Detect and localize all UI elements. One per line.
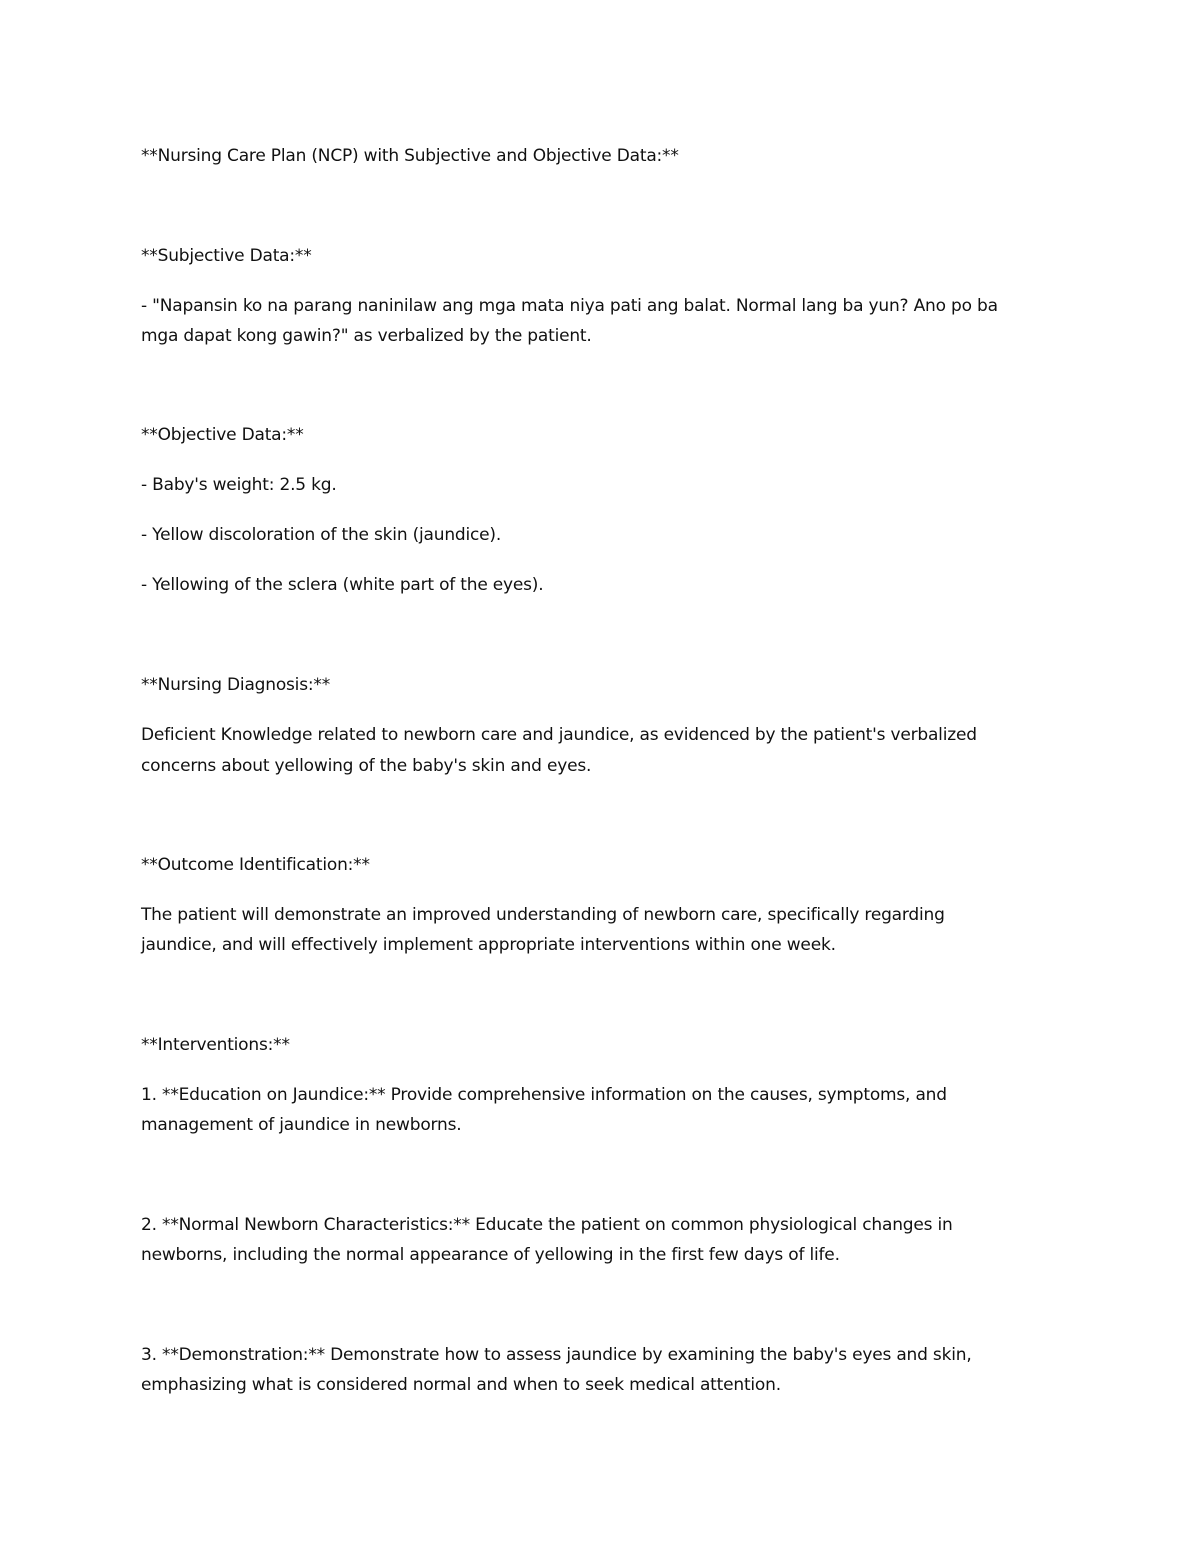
subjective-text-line-1: - "Napansin ko na parang naninilaw ang mga mata niya pati ang balat. Normal lang ba yun? Ano po ba [141,296,998,316]
intervention-1-line-1: 1. **Education on Jaundice:** Provide comprehensive information on the causes, symptoms, and [141,1085,947,1105]
objective-item-skin: - Yellow discoloration of the skin (jaundice). [141,525,502,545]
subjective-text-line-2: mga dapat kong gawin?" as verbalized by the patient. [141,326,592,346]
objective-heading: **Objective Data:** [141,425,304,445]
diagnosis-text-line-2: concerns about yellowing of the baby's skin and eyes. [141,756,592,776]
outcome-text-line-2: jaundice, and will effectively implement appropriate interventions within one week. [141,935,836,955]
intervention-1-line-2: management of jaundice in newborns. [141,1115,462,1135]
objective-item-sclera: - Yellowing of the sclera (white part of the eyes). [141,575,544,595]
subjective-heading: **Subjective Data:** [141,246,312,266]
intervention-3-line-1: 3. **Demonstration:** Demonstrate how to assess jaundice by examining the baby's eyes and skin, [141,1345,972,1365]
intervention-2-line-2: newborns, including the normal appearance of yellowing in the first few days of life. [141,1245,840,1265]
outcome-heading: **Outcome Identification:** [141,855,370,875]
diagnosis-heading: **Nursing Diagnosis:** [141,675,330,695]
outcome-text-line-1: The patient will demonstrate an improved understanding of newborn care, specifically regarding [141,905,945,925]
intervention-2-line-1: 2. **Normal Newborn Characteristics:** Educate the patient on common physiological changes in [141,1215,953,1235]
objective-item-weight: - Baby's weight: 2.5 kg. [141,475,337,495]
interventions-heading: **Interventions:** [141,1035,290,1055]
intervention-3-line-2: emphasizing what is considered normal and when to seek medical attention. [141,1375,781,1395]
diagnosis-text-line-1: Deficient Knowledge related to newborn care and jaundice, as evidenced by the patient's verbalized [141,725,977,745]
document-title: **Nursing Care Plan (NCP) with Subjective and Objective Data:** [141,146,679,166]
